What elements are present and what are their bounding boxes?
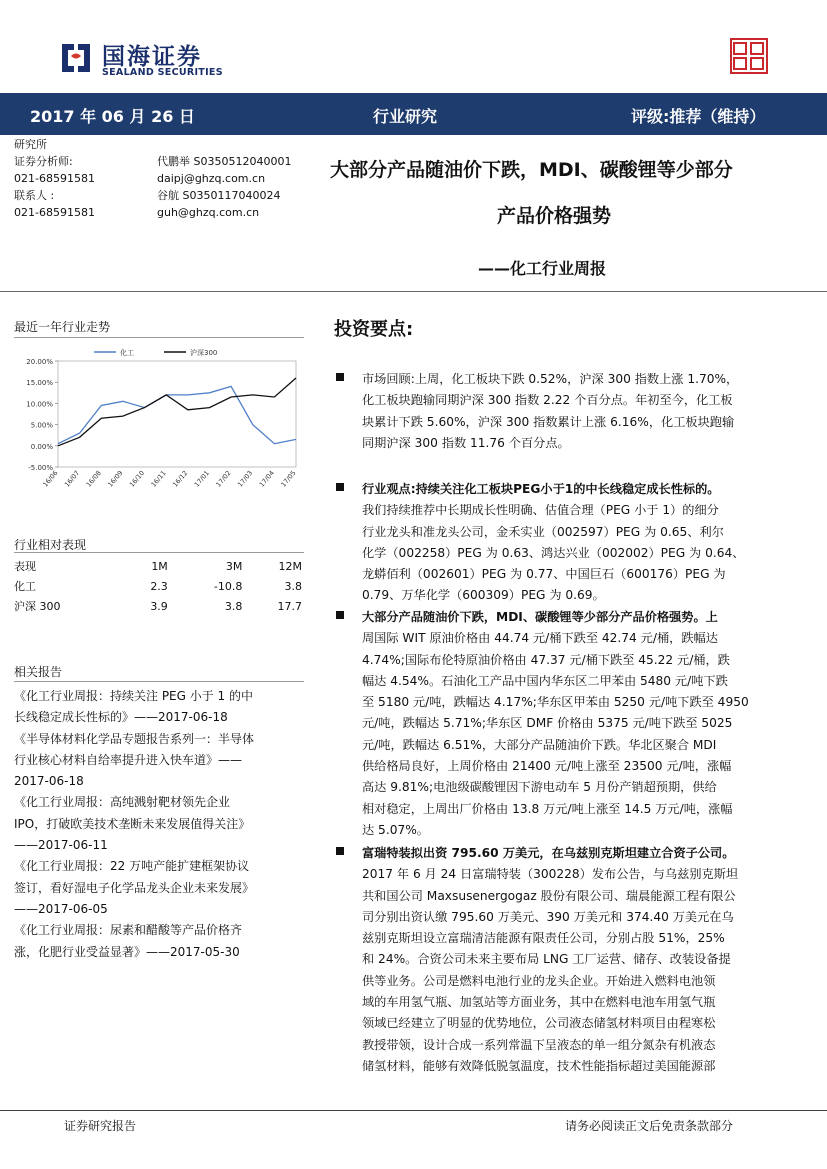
- report-type: 行业研究: [373, 107, 438, 126]
- related-report-line[interactable]: 《半导体材料化学品专题报告系列一：半导体: [14, 731, 255, 746]
- para-line: 市场回顾:上周，化工板块下跌 0.52%，沪深 300 指数上涨 1.70%，: [362, 372, 739, 386]
- seal-icon: [732, 40, 766, 72]
- para-line: 元/吨，跌幅达 6.51%，大部分产品随油价下跌。华北区聚合 MDI: [362, 737, 717, 752]
- trend-divider: [14, 337, 304, 338]
- related-report-line[interactable]: 涨，化肥行业受益显著》——2017-05-30: [14, 944, 240, 959]
- y-tick-label: 10.00%: [26, 400, 53, 409]
- table-cell: 沪深 300: [14, 600, 61, 613]
- x-tick-label: 17/02: [214, 469, 233, 489]
- series-line: [58, 378, 296, 446]
- performance-heading: 行业相对表现: [14, 538, 87, 552]
- related-report-line[interactable]: 长线稳定成长性标的》——2017-06-18: [14, 710, 228, 725]
- table-cell: 化工: [14, 580, 36, 593]
- footer-divider: [0, 1110, 827, 1111]
- related-report-line[interactable]: 签订，看好湿电子化学品龙头企业未来发展》: [14, 880, 255, 895]
- y-tick-label: 5.00%: [30, 421, 53, 430]
- table-cell: 3.9: [150, 599, 168, 613]
- header-divider: [0, 291, 827, 292]
- report-date: 2017 年 06 月 26 日: [30, 107, 195, 126]
- x-tick-label: 16/08: [84, 469, 103, 489]
- related-report-line[interactable]: ——2017-06-05: [14, 901, 108, 916]
- logo-text: 国海证券: [102, 44, 202, 70]
- report-rating: 评级:推荐（维持）: [631, 107, 766, 126]
- performance-divider: [14, 552, 304, 553]
- para-line: 达 5.07%。: [362, 822, 429, 837]
- bullet-icon: [336, 847, 344, 855]
- table-cell: -10.8: [213, 579, 243, 593]
- table-header-row: [14, 556, 304, 576]
- related-report-line[interactable]: 《化工行业周报：尿素和醋酸等产品价格齐: [14, 923, 243, 938]
- contact-left-0: 证券分析师:: [14, 155, 73, 168]
- para-line: 同期沪深 300 指数 11.76 个百分点。: [362, 435, 570, 450]
- report-title-line2: 产品价格强势: [497, 205, 612, 227]
- related-report-line[interactable]: 《化工行业周报：22 万吨产能扩建框架协议: [14, 859, 250, 874]
- para-line: 我们持续推荐中长期成长性明确、估值合理（PEG 小于 1）的细分: [362, 503, 719, 518]
- trend-chart: [14, 345, 304, 493]
- contact-block: [14, 137, 95, 222]
- investment-heading: 投资要点:: [334, 319, 414, 340]
- table-row: [14, 576, 304, 596]
- x-tick-label: 17/03: [236, 469, 255, 489]
- logo-english: SEALAND SECURITIES: [102, 67, 223, 78]
- legend-label: 沪深300: [190, 349, 218, 357]
- x-tick-label: 16/11: [149, 469, 168, 489]
- x-tick-label: 16/06: [41, 469, 60, 489]
- company-news: [338, 843, 794, 1077]
- table-cell: 17.7: [277, 599, 302, 613]
- bullet-icon: [336, 373, 344, 381]
- logo-icon: [58, 40, 94, 76]
- table-cell: 3.8: [284, 579, 302, 593]
- para-line: 储氢材料，能够有效降低脱氢温度，技术性能指标超过美国能源部: [362, 1058, 716, 1073]
- para-line: 周国际 WIT 原油价格由 44.74 元/桶下跌至 42.74 元/桶，跌幅达: [362, 631, 718, 646]
- analyst-id: 代鹏举 S0350512040001: [157, 155, 292, 168]
- y-tick-label: -5.00%: [28, 464, 53, 472]
- y-tick-label: 15.00%: [26, 379, 53, 388]
- table-cell: 3.8: [224, 599, 243, 613]
- para-line: 富瑞特装拟出资 795.60 万美元，在乌兹别克斯坦建立合资子公司。: [362, 846, 735, 860]
- y-tick-label: 20.00%: [26, 358, 53, 366]
- related-report-line[interactable]: ——2017-06-11: [14, 838, 108, 853]
- related-report-line[interactable]: 《化工行业周报：持续关注 PEG 小于 1 的中: [14, 689, 254, 703]
- dept-label: 研究所: [14, 138, 47, 151]
- para-line: 4.74%;国际布伦特原油价格由 47.37 元/桶下跌至 45.22 元/桶，跌: [362, 652, 730, 667]
- brand-seal: [730, 38, 768, 74]
- related-report-line[interactable]: 2017-06-18: [14, 774, 84, 789]
- x-tick-label: 16/07: [62, 469, 82, 489]
- col-header: 表现: [14, 560, 36, 573]
- para-line: 大部分产品随油价下跌，MDI、碳酸锂等少部分产品价格强势。上: [362, 610, 718, 624]
- contact-left-3: 021-68591581: [14, 206, 95, 219]
- analyst-email[interactable]: daipj@ghzq.com.cn: [157, 172, 266, 185]
- plot-area: [58, 361, 296, 467]
- para-line: 兹别克斯坦设立富瑞清洁能源有限责任公司，分别占股 51%，25%: [362, 931, 725, 946]
- col-header: 12M: [278, 559, 302, 573]
- x-tick-label: 17/04: [257, 469, 276, 489]
- bullet-icon: [336, 611, 344, 619]
- bullet-icon: [336, 483, 344, 491]
- para-line: 至 5180 元/吨，跌幅达 4.17%;华东区甲苯由 5250 元/吨下跌至 4950: [362, 695, 749, 710]
- report-subtitle: ——化工行业周报: [478, 259, 607, 278]
- para-line: 幅达 4.54%。石油化工产品中国内华东区二甲苯由 5480 元/吨下跌: [362, 673, 728, 688]
- related-report-line[interactable]: 行业核心材料自给率提升进入快车道》——: [14, 752, 243, 767]
- x-tick-label: 17/05: [279, 469, 298, 489]
- para-line: 共和国公司 Maxsusenergogaz 股份有限公司、瑞晨能源工程有限公: [362, 888, 736, 903]
- para-line: 化工板块跑输同期沪深 300 指数 2.22 个百分点。年初至今，化工板: [362, 393, 733, 408]
- trend-heading: 最近一年行业走势: [14, 320, 111, 334]
- para-line: 供给格局良好，上周价格由 21400 元/吨上涨至 23500 元/吨，涨幅: [362, 759, 732, 774]
- x-tick-label: 17/01: [192, 469, 211, 489]
- legend-label: 化工: [120, 349, 134, 357]
- table-cell: 2.3: [150, 579, 168, 593]
- contact-email[interactable]: guh@ghzq.com.cn: [157, 206, 260, 219]
- table-row: [14, 596, 304, 616]
- para-line: 高达 9.81%;电池级碳酸锂因下游电动车 5 月份产销超预期，供给: [362, 780, 717, 795]
- industry-view: [338, 479, 794, 607]
- para-line: 相对稳定，上周出厂价格由 13.8 万元/吨上涨至 14.5 万元/吨，涨幅: [362, 801, 733, 816]
- para-line: 供等业务。公司是燃料电池行业的龙头企业。开始进入燃料电池领: [362, 973, 716, 988]
- x-tick-label: 16/10: [127, 469, 147, 489]
- related-report-line[interactable]: 《化工行业周报：高纯溅射靶材领先企业: [14, 795, 231, 810]
- market-review: [338, 369, 794, 454]
- report-title-line1: 大部分产品随油价下跌，MDI、碳酸锂等少部分: [330, 159, 733, 181]
- related-heading: 相关报告: [14, 665, 63, 679]
- para-line: 元/吨，跌幅达 5.71%;华东区 DMF 价格由 5375 元/吨下跌至 5025: [362, 716, 733, 731]
- contact-id: 谷航 S0350117040024: [157, 189, 281, 202]
- para-line: 龙蟒佰利（002601）PEG 为 0.77、中国巨石（600176）PEG 为: [362, 567, 726, 582]
- para-line: 司分别出资认缴 795.60 万美元、390 万美元和 374.40 万美元在乌: [362, 909, 734, 924]
- contact-left-1: 021-68591581: [14, 172, 95, 185]
- performance-table: [14, 556, 304, 616]
- related-reports: [14, 686, 304, 963]
- x-tick-label: 16/12: [171, 469, 190, 489]
- contact-details: [157, 154, 291, 222]
- col-header: 1M: [151, 559, 168, 573]
- para-line: 化学（002258）PEG 为 0.63、鸿达兴业（002002）PEG 为 0.64、: [362, 545, 745, 560]
- para-line: 和 24%。合资公司未来主要布局 LNG 工厂运营、储存、改装设备提: [362, 952, 731, 967]
- x-tick-label: 16/09: [106, 469, 125, 489]
- para-line: 行业观点:持续关注化工板块PEG小于1的中长线稳定成长性标的。: [362, 482, 720, 496]
- para-line: 领域已经建立了明显的优势地位，公司液态储氢材料项目由程寒松: [362, 1016, 716, 1031]
- footer-disclaimer: 请务必阅读正文后免责条款部分: [565, 1119, 734, 1133]
- para-line: 0.79、万华化学（600309）PEG 为 0.69。: [362, 588, 605, 603]
- y-tick-label: 0.00%: [30, 442, 53, 451]
- contact-left-2: 联系人 :: [14, 189, 55, 202]
- para-line: 行业龙头和准龙头公司，金禾实业（002597）PEG 为 0.65、利尔: [362, 524, 724, 539]
- footer-left: 证券研究报告: [64, 1119, 137, 1133]
- para-line: 教授带领，设计合成一系列常温下呈液态的单一组分氮杂有机液态: [362, 1037, 716, 1052]
- para-line: 块累计下跌 5.60%，沪深 300 指数累计上涨 6.16%，化工板块跑输: [362, 414, 735, 429]
- para-line: 域的车用氢气瓶、加氢站等方面业务，其中在燃料电池车用氢气瓶: [362, 995, 716, 1010]
- related-divider: [14, 681, 304, 682]
- related-report-line[interactable]: IPO，打破欧美技术垄断未来发展值得关注》: [14, 816, 251, 831]
- para-line: 2017 年 6 月 24 日富瑞特装（300228）发布公告，与乌兹别克斯坦: [362, 867, 739, 882]
- col-header: 3M: [225, 559, 243, 573]
- price-trend: [338, 607, 794, 841]
